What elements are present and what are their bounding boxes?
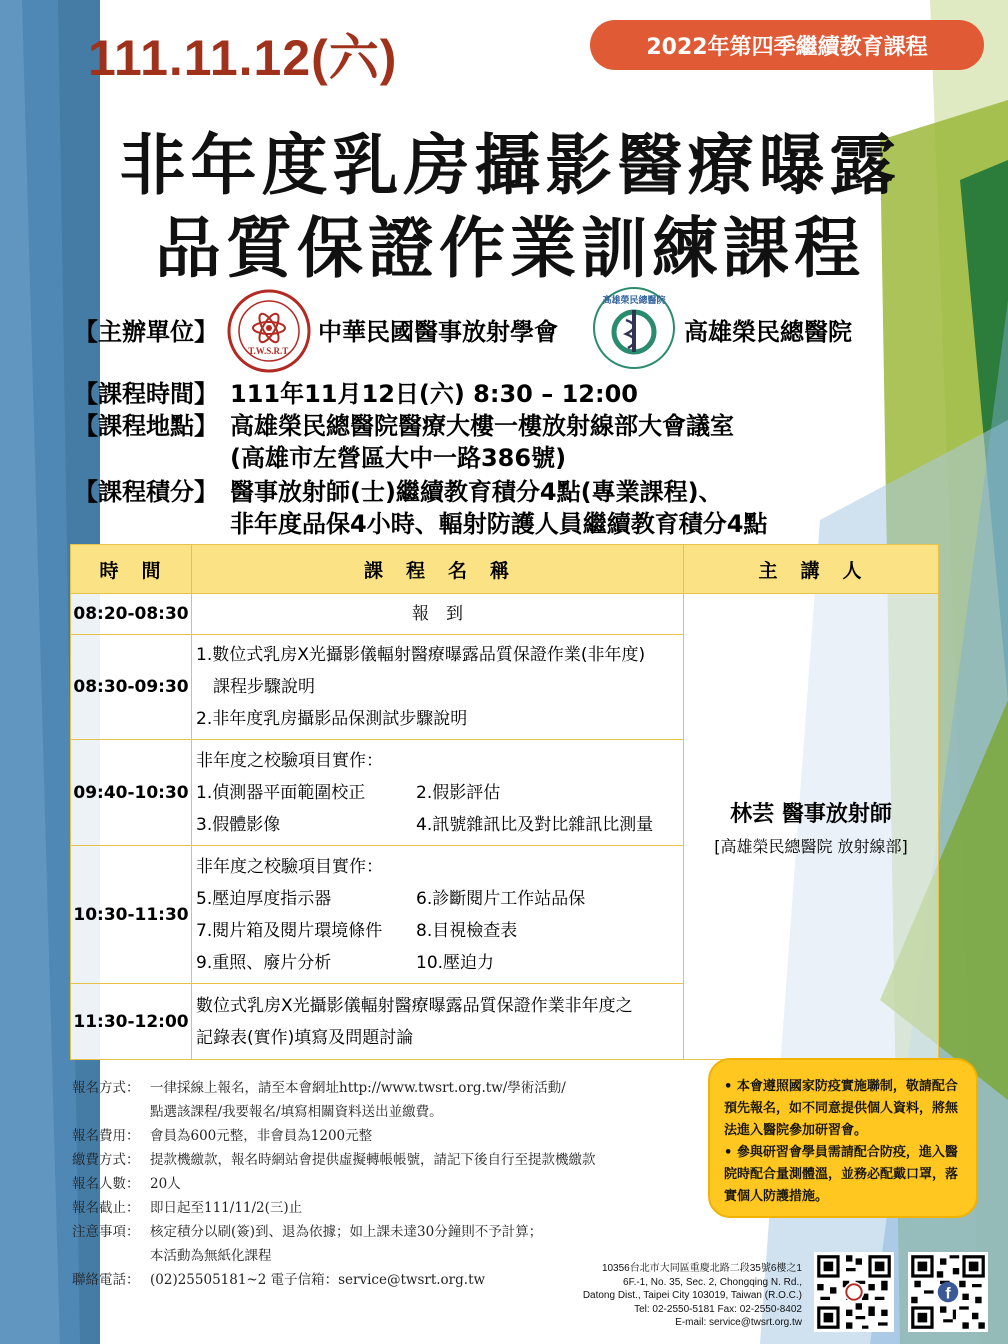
row-course	[192, 635, 684, 740]
notice-paragraph-1: • 本會遵照國家防疫實施聯制，敬請配合預先報名，如不同意提供個人資料，將無法進入醫院參加研習會。	[724, 1079, 959, 1138]
place-value: 高雄榮民總醫院醫療大樓一樓放射線部大會議室	[230, 412, 734, 440]
credit-value-2: 非年度品保4小時、輻射防護人員繼續教育積分4點	[230, 510, 768, 538]
header-time: 時 間	[71, 545, 192, 594]
epidemic-notice-box	[708, 1058, 978, 1218]
vghks-logo-icon	[592, 286, 676, 370]
course-title-line1: 非年度乳房攝影醫療曝露	[119, 127, 901, 204]
note-value: 一律採線上報名，請至本會網址http://www.twsrt.org.tw/學術活動/	[150, 1080, 566, 1096]
address-line: Datong Dist., Taipei City 103019, Taiwan (R.O.C.)	[582, 1290, 802, 1301]
note-key: 繳費方式：	[72, 1152, 140, 1168]
note-key: 注意事項：	[72, 1224, 140, 1240]
schedule-table	[70, 544, 939, 1060]
website-qr-code-icon[interactable]	[814, 1252, 894, 1332]
course-item: 5.壓迫厚度指示器	[196, 888, 332, 909]
svg-text:f: f	[945, 1285, 951, 1303]
credit-label: 【課程積分】	[74, 478, 218, 506]
note-key: 報名費用：	[72, 1128, 140, 1144]
address-line: 10356台北市大同區重慶北路二段35號6樓之1	[601, 1263, 802, 1274]
facebook-qr-code-icon[interactable]	[908, 1252, 988, 1332]
course-item: 10.壓迫力	[416, 952, 495, 973]
row-course	[192, 594, 684, 635]
address-line: 6F.-1, No. 35, Sec. 2, Chongqing N. Rd.,	[623, 1276, 802, 1288]
note-value: 核定積分以刷(簽)到、退為依據；如上課未達30分鐘則不予計算；	[150, 1224, 543, 1240]
speaker-name: 林芸 醫事放射師	[730, 801, 892, 827]
header-speaker: 主 講 人	[684, 545, 939, 594]
header-course: 課 程 名 稱	[192, 545, 684, 594]
twsrt-logo-text: T.W.S.R.T.	[248, 346, 290, 356]
note-value: 20人	[150, 1176, 181, 1192]
row-time: 09:40-10:30	[71, 740, 192, 846]
course-item: 6.診斷閱片工作站品保	[416, 888, 586, 909]
note-key: 報名方式：	[72, 1080, 140, 1096]
note-key: 報名截止：	[72, 1200, 140, 1216]
note-key: 聯絡電話：	[72, 1272, 140, 1288]
table-header-row	[71, 545, 939, 594]
place-label: 【課程地點】	[74, 412, 218, 440]
note-extra: 本活動為無紙化課程	[150, 1248, 272, 1264]
row-time: 08:30-09:30	[71, 635, 192, 740]
course-title-line2: 品質保證作業訓練課程	[155, 210, 865, 287]
course-line: 非年度之校驗項目實作：	[196, 750, 383, 771]
time-value: 111年11月12日(六) 8:30 – 12:00	[230, 380, 638, 408]
registration-notes	[72, 1076, 596, 1292]
table-row	[71, 594, 939, 635]
note-extra: 點選該課程/我要報名/填寫相關資料送出並繳費。	[150, 1104, 443, 1120]
course-line: 課程步驟說明	[196, 677, 315, 697]
vghks-logo-text: 高雄榮民總醫院	[602, 296, 666, 306]
row-time: 11:30-12:00	[71, 984, 192, 1060]
organizer-1: 中華民國醫事放射學會	[318, 318, 558, 346]
time-label: 【課程時間】	[74, 380, 218, 408]
speaker-dept: [高雄榮民總醫院 放射線部]	[714, 836, 908, 856]
twsrt-logo-icon	[226, 288, 312, 374]
course-item: 9.重照、廢片分析	[196, 952, 332, 973]
note-key: 報名人數：	[72, 1176, 140, 1192]
credit-value-1: 醫事放射師(士)繼續教育積分4點(專業課程)、	[230, 478, 723, 506]
course-line: 非年度之校驗項目實作：	[196, 856, 383, 877]
course-item: 2.假影評估	[416, 782, 501, 803]
course-item: 3.假體影像	[196, 814, 281, 835]
course-item: 1.偵測器平面範圍校正	[196, 782, 366, 803]
note-value: (02)25505181~2 電子信箱：service@twsrt.org.tw	[150, 1272, 486, 1288]
course-line: 記錄表(實作)填寫及問題討論	[196, 1027, 414, 1048]
course-item: 8.目視檢查表	[416, 920, 518, 941]
speaker-cell	[684, 594, 939, 1060]
contact-address	[540, 1262, 802, 1330]
row-course	[192, 984, 684, 1060]
address-line: Tel: 02-2550-5181 Fax: 02-2550-8402	[634, 1303, 802, 1315]
course-line: 數位式乳房X光攝影儀輻射醫療曝露品質保證作業非年度之	[196, 995, 633, 1016]
organizer-label: 【主辦單位】	[74, 318, 218, 346]
row-course	[192, 846, 684, 984]
course-date: 111.11.12(六)	[88, 30, 398, 86]
address-line: E-mail: service@twsrt.org.tw	[675, 1317, 802, 1328]
note-value: 提款機繳款，報名時網站會提供虛擬轉帳帳號，請記下後自行至提款機繳款	[150, 1152, 596, 1168]
row-course	[192, 740, 684, 846]
season-badge: 2022年第四季繼續教育課程	[590, 20, 984, 70]
row-time: 10:30-11:30	[71, 846, 192, 984]
course-line: 1.數位式乳房X光攝影儀輻射醫療曝露品質保證作業(非年度)	[196, 645, 646, 665]
course-item: 4.訊號雜訊比及對比雜訊比測量	[416, 814, 654, 835]
place-address: (高雄市左營區大中一路386號)	[230, 444, 567, 472]
organizer-2: 高雄榮民總醫院	[684, 318, 852, 346]
row-time: 08:20-08:30	[71, 594, 192, 635]
course-line: 報 到	[412, 604, 463, 624]
note-value: 會員為600元整，非會員為1200元整	[150, 1128, 373, 1144]
course-item: 7.閱片箱及閱片環境條件	[196, 920, 383, 941]
note-value: 即日起至111/11/2(三)止	[150, 1200, 303, 1216]
notice-paragraph-2: • 參與研習會學員需請配合防疫，進入醫院時配合量測體溫，並務必配戴口罩，落實個人防護措施。	[724, 1145, 959, 1204]
course-line: 2.非年度乳房攝影品保測試步驟說明	[196, 709, 468, 729]
